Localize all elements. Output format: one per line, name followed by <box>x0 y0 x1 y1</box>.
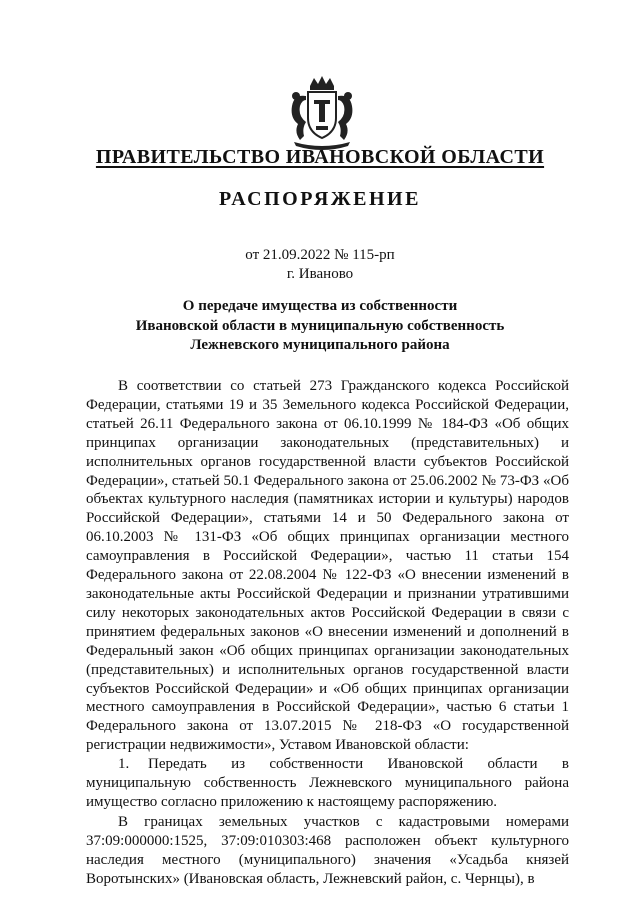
item-text: Передать из собственности Ивановской области в муниципальную собственность Лежневского муниципального района имущество согласно приложению к настоящему распоряжению. <box>86 756 569 810</box>
city: г. Иваново <box>286 266 354 282</box>
date-number: от 21.09.2022 № 115-рп <box>245 247 395 263</box>
document-subject <box>0 297 640 356</box>
document-meta <box>0 246 640 284</box>
subject-line: Ивановской области в муниципальную собственность <box>135 317 505 334</box>
item-1-paragraph <box>86 755 569 812</box>
subject-line: Лежневского муниципального района <box>190 337 450 353</box>
subject-line: О передаче имущества из собственности <box>182 298 458 314</box>
coat-of-arms-icon <box>284 74 360 150</box>
government-title: ПРАВИТЕЛЬСТВО ИВАНОВСКОЙ ОБЛАСТИ <box>95 146 545 168</box>
item-number: 1. <box>118 756 130 773</box>
document-body <box>86 377 569 888</box>
document-type: РАСПОРЯЖЕНИЕ <box>219 188 421 210</box>
paragraph-2: В границах земельных участков с кадастровыми номерами 37:09:000000:1525, 37:09:010303:468 расположен объект культурного наследия местного (муниципального) значения «Усадьба князей Воротынских» (Ивановская область, Лежневский район, с. Чернцы), в <box>86 813 569 887</box>
preamble-paragraph: В соответствии со статьей 273 Гражданского кодекса Российской Федерации, статьями 19 и 35 Земельного кодекса Российской Федерации, статьей 26.11 Федерального закона от 06.10.1999 № 184-ФЗ «Об общих принципах организации законодательных (представительных) и исполнительных органов государственной власти субъектов Российской Федерации», статьей 50.1 Федерального закона от 25.06.2002 № 73-ФЗ «Об объектах культурного наследия (памятниках истории и культуры) народов Российской Федерации», статьями 14 и 50 Федерального закона от 06.10.2003 № 131-ФЗ «Об общих принципах организации местного самоуправления в Российской Федерации», частью 11 статьи 154 Федерального закона от 22.08.2004 № 122-ФЗ «О внесении изменений в законодательные акты Российской Федерации и признании утратившими силу некоторых законодательных актов Российской Федерации в связи с принятием федеральных законов «О внесении изменений и дополнений в Федеральный закон «Об общих принципах организации законодательных (представительных) и исполнительных органов государственной власти субъектов Российской Федерации» и «Об общих принципах организации местного самоуправления в Российской Федерации», частью 6 статьи 1 Федерального закона от 13.07.2015 № 218-ФЗ «О государственной регистрации недвижимости», Уставом Ивановской области: <box>86 378 569 754</box>
